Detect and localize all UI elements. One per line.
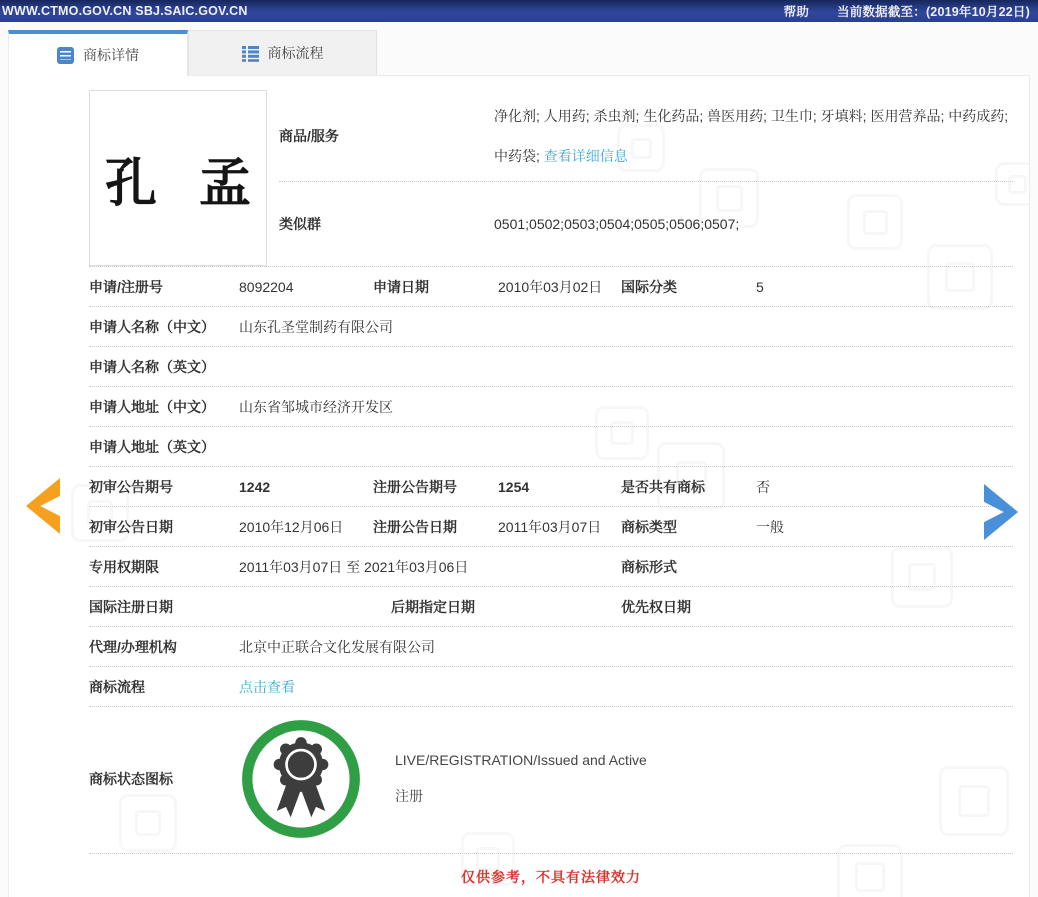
reg-no-label: 申请/注册号 xyxy=(89,278,163,295)
applicant-cn-label: 申请人名称（中文） xyxy=(89,318,215,335)
address-cn-value: 山东省邹城市经济开发区 xyxy=(239,398,393,415)
click-to-view-link[interactable]: 点击查看 xyxy=(239,678,295,695)
row-applicant-en xyxy=(89,347,1013,387)
view-details-link[interactable]: 查看详细信息 xyxy=(543,147,628,164)
trademark-image-text: 孔 孟 xyxy=(104,152,264,214)
reg-gazette-no-value: 1254 xyxy=(498,478,530,495)
row-agency xyxy=(89,627,1013,667)
row-status-icon xyxy=(89,707,1013,854)
intl-class-value: 5 xyxy=(756,278,764,295)
row-applicant-cn xyxy=(89,307,1013,347)
tab-bar xyxy=(8,30,1038,75)
intl-class-label: 国际分类 xyxy=(621,278,677,295)
prelim-gazette-date-label: 初审公告日期 xyxy=(89,518,173,535)
tab-detail-label: 商标详情 xyxy=(83,47,139,63)
trademark-summary-block xyxy=(89,90,1013,266)
applicant-en-label: 申请人名称（英文） xyxy=(89,358,215,375)
detail-list-icon xyxy=(57,47,74,64)
tm-form-label: 商标形式 xyxy=(621,558,677,575)
tab-process-label: 商标流程 xyxy=(267,45,324,61)
data-cutoff-text: 当前数据截至：(2019年10月22日) xyxy=(837,5,1030,19)
applicant-cn-value: 山东孔圣堂制药有限公司 xyxy=(239,318,393,335)
tab-trademark-process[interactable] xyxy=(188,30,377,75)
later-designation-date-label: 后期指定日期 xyxy=(391,598,475,615)
help-link[interactable]: 帮助 xyxy=(783,5,810,19)
app-date-label: 申请日期 xyxy=(373,278,429,295)
is-shared-label: 是否共有商标 xyxy=(621,478,705,495)
row-registration xyxy=(89,267,1013,307)
status-text-cn: 注册 xyxy=(395,788,423,804)
field-similar-group xyxy=(279,182,1013,266)
exclusive-period-value: 2011年03月07日 至 2021年03月06日 xyxy=(239,558,469,575)
is-shared-value: 否 xyxy=(756,478,770,495)
agency-value: 北京中正联合文化发展有限公司 xyxy=(239,638,435,655)
tm-process-label: 商标流程 xyxy=(89,678,145,695)
goods-services-value: 净化剂; 人用药; 杀虫剂; 生化药品; 兽医用药; 卫生巾; 牙填料; 医用营养品; 中药成药; 中药袋; xyxy=(494,107,1009,164)
field-goods-services xyxy=(279,90,1013,182)
reg-gazette-date-value: 2011年03月07日 xyxy=(498,518,602,535)
prelim-gazette-no-value: 1242 xyxy=(239,478,271,495)
similar-group-label: 类似群 xyxy=(279,216,321,232)
intl-reg-date-label: 国际注册日期 xyxy=(89,598,173,615)
site-domains: WWW.CTMO.GOV.CN SBJ.SAIC.GOV.CN xyxy=(2,4,248,18)
reg-no-value: 8092204 xyxy=(239,278,294,295)
goods-services-label: 商品/服务 xyxy=(279,127,339,144)
tm-type-value: 一般 xyxy=(756,518,784,535)
process-list-icon xyxy=(242,45,259,62)
row-address-en xyxy=(89,427,1013,467)
row-intl-dates xyxy=(89,587,1013,627)
address-en-label: 申请人地址（英文） xyxy=(89,438,215,455)
detail-panel xyxy=(8,75,1030,897)
row-exclusive-period xyxy=(89,547,1013,587)
app-date-value: 2010年03月02日 xyxy=(498,278,603,295)
row-gazette-numbers xyxy=(89,467,1013,507)
tab-trademark-detail[interactable] xyxy=(8,30,188,76)
reg-gazette-date-label: 注册公告日期 xyxy=(373,518,457,535)
agency-label: 代理/办理机构 xyxy=(89,638,177,655)
detail-rows xyxy=(89,266,1013,897)
status-icon-label: 商标状态图标 xyxy=(89,771,173,787)
tm-type-label: 商标类型 xyxy=(621,518,677,535)
row-address-cn xyxy=(89,387,1013,427)
similar-group-value: 0501;0502;0503;0504;0505;0506;0507; xyxy=(494,216,740,232)
disclaimer-text: 仅供参考，不具有法律效力 xyxy=(461,869,641,885)
reg-gazette-no-label: 注册公告期号 xyxy=(373,478,457,495)
topbar xyxy=(0,0,1038,22)
medal-in-green-circle-icon xyxy=(239,717,363,841)
row-gazette-dates xyxy=(89,507,1013,547)
trademark-image xyxy=(89,90,267,266)
exclusive-period-label: 专用权期限 xyxy=(89,558,159,575)
priority-date-label: 优先权日期 xyxy=(621,598,691,615)
row-tm-process xyxy=(89,667,1013,707)
address-cn-label: 申请人地址（中文） xyxy=(89,398,215,415)
status-text-en: LIVE/REGISTRATION/Issued and Active xyxy=(395,752,647,768)
prelim-gazette-no-label: 初审公告期号 xyxy=(89,478,173,495)
prelim-gazette-date-value: 2010年12月06日 xyxy=(239,518,344,535)
